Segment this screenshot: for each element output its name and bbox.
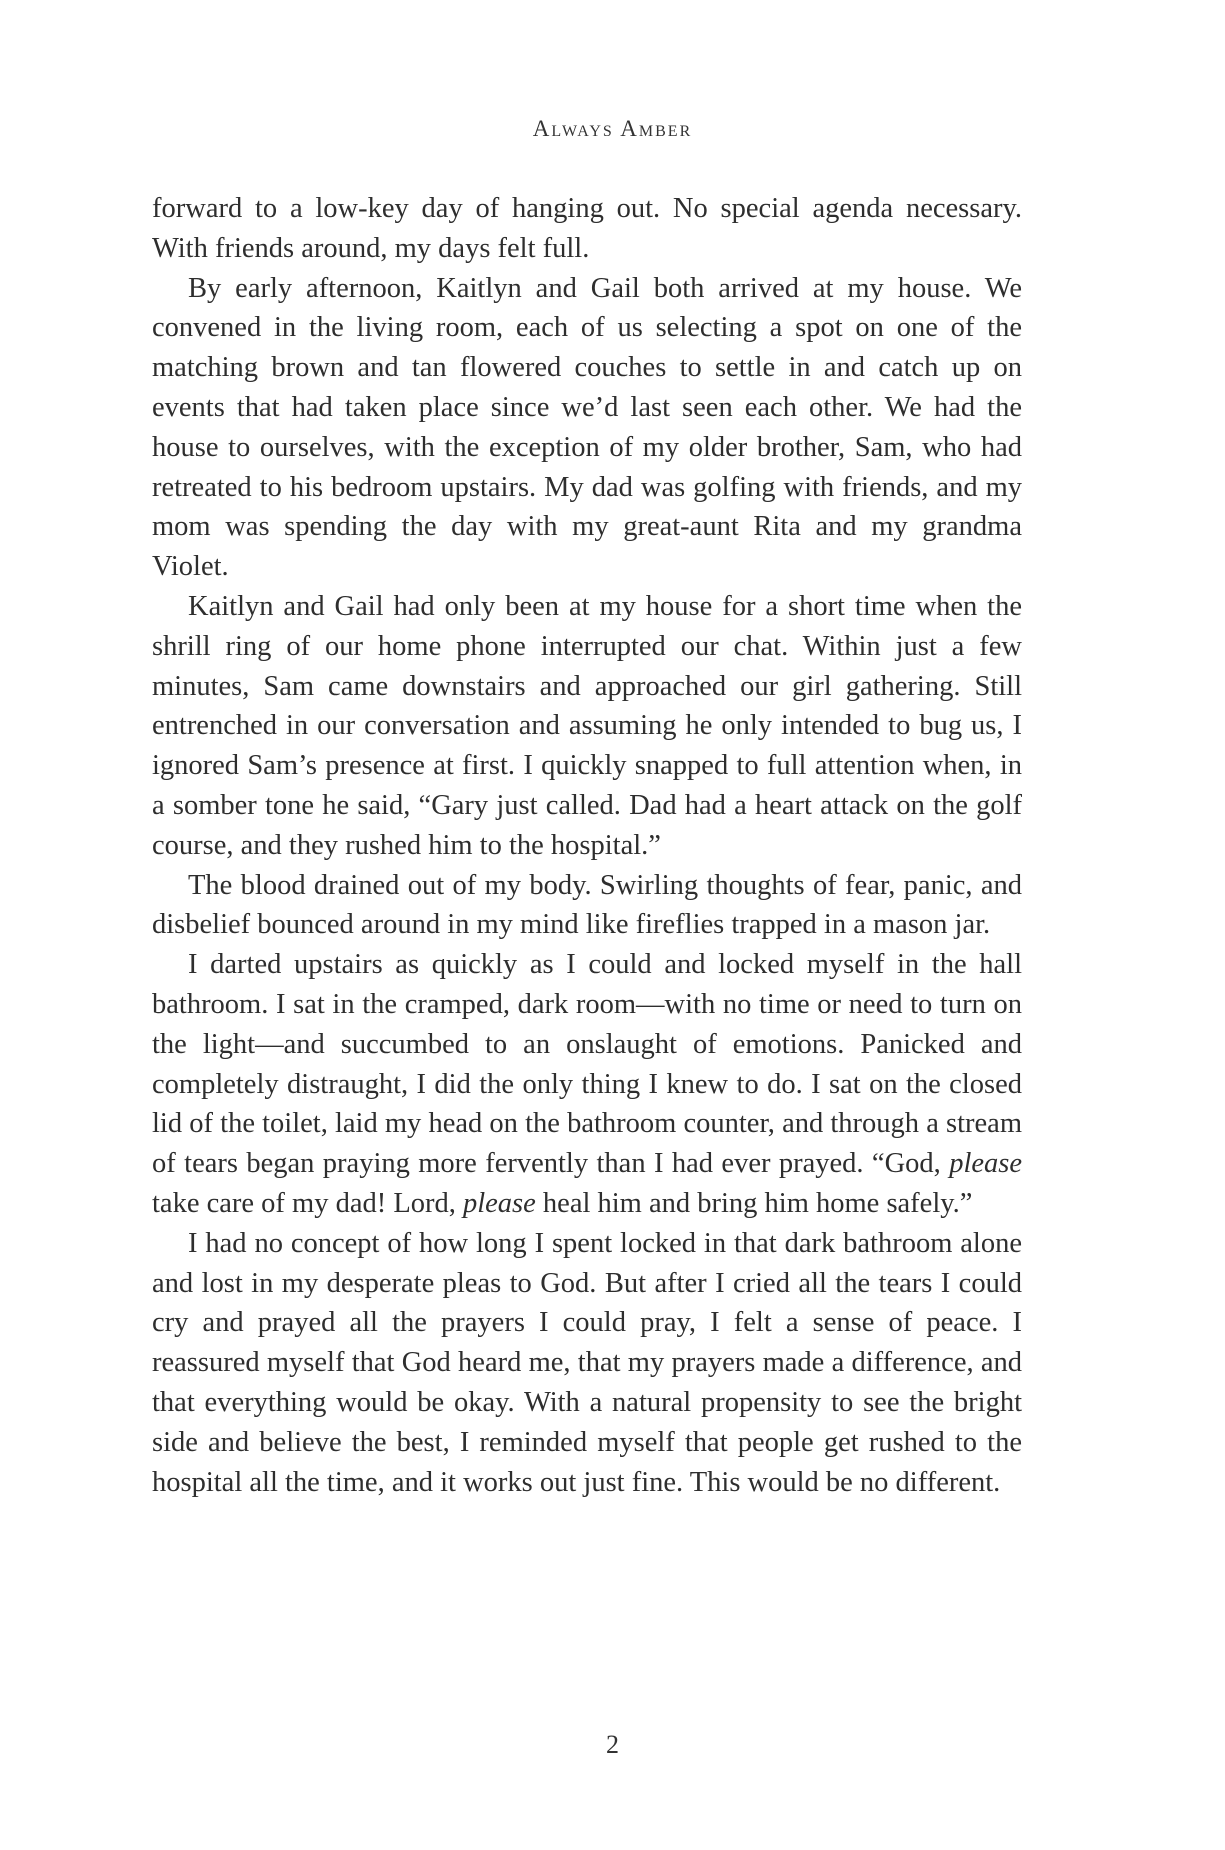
text-run: forward to a low-key day of hanging out. No special agenda necessary. With friends around, my days felt full. <box>152 193 1022 264</box>
text-run: By early afternoon, Kaitlyn and Gail both arrived at my house. We convened in the living room, each of us selecting a spot on one of the matching brown and tan flowered couches to settle in and catch up on events that had taken place since we’d last seen each other. We had the house to ourselves, with the exception of my older brother, Sam, who had retreated to his bedroom upstairs. My dad was golfing with friends, and my mom was spending the day with my great-aunt Rita and my grandma Violet. <box>152 272 1022 583</box>
paragraph <box>152 1224 1022 1503</box>
paragraph <box>152 269 1022 587</box>
emphasis-text: please <box>462 1187 536 1219</box>
paragraph <box>152 587 1022 866</box>
text-run: Kaitlyn and Gail had only been at my house for a short time when the shrill ring of our home phone interrupted our chat. Within just a few minutes, Sam came downstairs and approached our girl gathering. Still entrenched in our conversation and assuming he only intended to bug us, I ignored Sam’s presence at first. I quickly snapped to full attention when, in a somber tone he said, “Gary just called. Dad had a heart attack on the golf course, and they rushed him to the hospital.” <box>152 590 1022 861</box>
running-head: Always Amber <box>532 116 693 141</box>
text-run: The blood drained out of my body. Swirling thoughts of fear, panic, and disbelief bounced around in my mind like fireflies trapped in a mason jar. <box>152 869 1022 941</box>
body-text <box>152 189 1022 1502</box>
page-number: 2 <box>606 1730 619 1759</box>
paragraph <box>152 866 1022 946</box>
text-run: heal him and bring him home safely.” <box>535 1187 973 1219</box>
paragraph <box>152 189 1022 269</box>
text-run: I darted upstairs as quickly as I could and locked myself in the hall bathroom. I sat in the cramped, dark room—with no time or need to turn on the light—and succumbed to an onslaught of emotions. Panicked and completely distraught, I did the only thing I knew to do. I sat on the closed lid of the toilet, laid my head on the bathroom counter, and through a stream of tears began praying more fervently than I had ever prayed. “God, <box>152 949 1022 1180</box>
emphasis-text: please <box>949 1148 1022 1180</box>
text-run: I had no concept of how long I spent locked in that dark bathroom alone and lost in my desperate pleas to God. But after I cried all the tears I could cry and prayed all the prayers I could pray, I felt a sense of peace. I reassured myself that God heard me, that my prayers made a difference, and that everything would be okay. With a natural propensity to see the bright side and believe the best, I reminded myself that people get rushed to the hospital all the time, and it works out just fine. This would be no different. <box>152 1227 1022 1498</box>
text-run: take care of my dad! Lord, <box>152 1187 463 1219</box>
paragraph <box>152 945 1022 1224</box>
